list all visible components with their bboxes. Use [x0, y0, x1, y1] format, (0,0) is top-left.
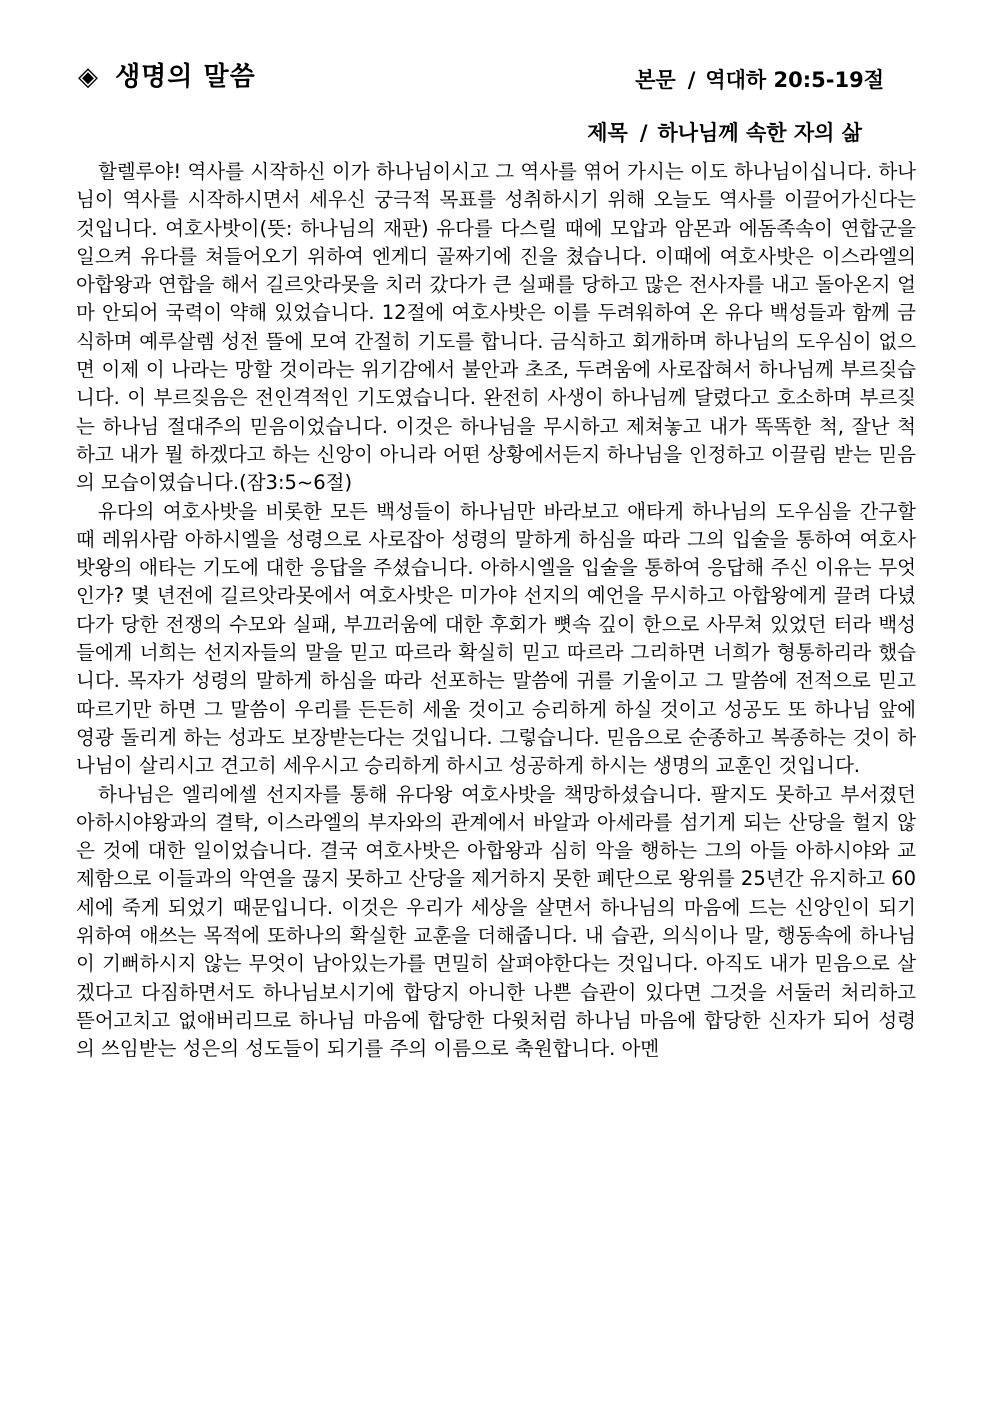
scripture-separator: /: [687, 68, 696, 92]
paragraph-2: 유다의 여호사밧을 비롯한 모든 백성들이 하나님만 바라보고 애타게 하나님의 도우심을 간구할 때 레위사람 아하시엘을 성령으로 사로잡아 성령의 말하게 하심을 따라 그의 입술을 통하여 여호사밧왕의 애타는 기도에 대한 응답을 주셨습니다. 아하시엘을 입술을 통하여 응답해 주신 이유는 무엇인가? 몇 년전에 길르앗라못에서 여호사밧은 미가야 선지의 예언을 무시하고 아합왕에게 끌려 다녔다가 당한 전쟁의 수모와 실패, 부끄러움에 대한 후회가 뼛속 깊이 한으로 사무쳐 있었던 터라 백성들에게 너희는 선지자들의 말을 믿고 따르라 확실히 믿고 따르라 그리하면 너희가 형통하리라 했습니다. 목자가 성령의 말하게 하심을 따라 선포하는 말씀에 귀를 기울이고 그 말씀에 전적으로 믿고 따르기만 하면 그 말씀이 우리를 든든히 세울 것이고 승리하게 하실 것이고 성공도 또 하나님 앞에 영광 돌리게 하는 성과도 보장받는다는 것입니다. 그렇습니다. 믿음으로 순종하고 복종하는 것이 하나님이 살리시고 견고히 세우시고 승리하게 하시고 성공하게 하시는 생명의 교훈인 것입니다.: [76, 499, 916, 778]
scripture-label: 본문: [635, 68, 676, 92]
page-title: 생명의 말씀: [115, 62, 256, 92]
subject-label: 제목: [587, 121, 628, 145]
page-heading: [78, 56, 256, 93]
scripture-ref: 역대하 20:5-19절: [705, 68, 884, 92]
subject-text: 하나님께 속한 자의 삶: [657, 121, 862, 145]
subject-separator: /: [639, 121, 648, 145]
sermon-body: [76, 158, 916, 1064]
sermon-subject: [587, 117, 862, 147]
paragraph-1: 할렐루야! 역사를 시작하신 이가 하나님이시고 그 역사를 엮어 가시는 이도 하나님이십니다. 하나님이 역사를 시작하시면서 세우신 궁극적 목표를 성취하시기 위해 오늘도 역사를 이끌어가신다는 것입니다. 여호사밧이(뜻: 하나님의 재판) 유다를 다스릴 때에 모압과 암몬과 에돔족속이 연합군을 일으켜 유다를 쳐들어오기 위하여 엔게디 골짜기에 진을 쳤습니다. 이때에 여호사밧은 이스라엘의 아합왕과 연합을 해서 길르앗라못을 치러 갔다가 큰 실패를 당하고 많은 전사자를 내고 돌아온지 얼마 안되어 국력이 약해 있었습니다. 12절에 여호사밧은 이를 두려워하여 온 유다 백성들과 함께 금식하며 예루살렘 성전 뜰에 모여 간절히 기도를 합니다. 금식하고 회개하며 하나님의 도우심이 없으면 이제 이 나라는 망할 것이라는 위기감에서 불안과 초조, 두려움에 사로잡혀서 하나님께 부르짖습니다. 이 부르짖음은 전인격적인 기도였습니다. 완전히 사생이 하나님께 달렸다고 호소하며 부르짖는 하나님 절대주의 믿음이었습니다. 이것은 하나님을 무시하고 제쳐놓고 내가 똑똑한 척, 잘난 척 하고 내가 뭘 하겠다고 하는 신앙이 아니라 어떤 상황에서든지 하나님을 인정하고 이끌림 받는 믿음의 모습이였습니다.(잠3:5~6절): [76, 160, 916, 495]
paragraph-3: 하나님은 엘리에셀 선지자를 통해 유다왕 여호사밧을 책망하셨습니다. 팔지도 못하고 부서졌던 아하시야왕과의 결탁, 이스라엘의 부자와의 관계에서 바알과 아세라를 섬기게 되는 산당을 헐지 않은 것에 대한 일이었습니다. 결국 여호사밧은 아합왕과 심히 악을 행하는 그의 아들 아하시야와 교제함으로 이들과의 악연을 끊지 못하고 산당을 제거하지 못한 폐단으로 왕위를 25년간 유지하고 60세에 죽게 되었기 때문입니다. 이것은 우리가 세상을 살면서 하나님의 마음에 드는 신앙인이 되기 위하여 애쓰는 목적에 또하나의 확실한 교훈을 더해줍니다. 내 습관, 의식이나 말, 행동속에 하나님이 기뻐하시지 않는 무엇이 남아있는가를 면밀히 살펴야한다는 것입니다. 아직도 내가 믿음으로 살겠다고 다짐하면서도 하나님보시기에 합당지 아니한 나쁜 습관이 있다면 그것을 서둘러 처리하고 뜯어고치고 없애버리므로 하나님 마음에 합당한 다윗처럼 하나님 마음에 합당한 신자가 되어 성령의 쓰임받는 성은의 성도들이 되기를 주의 이름으로 축원합니다. 아멘: [76, 782, 916, 1061]
scripture-reference: [635, 64, 884, 94]
diamond-bullet-icon: ◈: [78, 62, 99, 92]
